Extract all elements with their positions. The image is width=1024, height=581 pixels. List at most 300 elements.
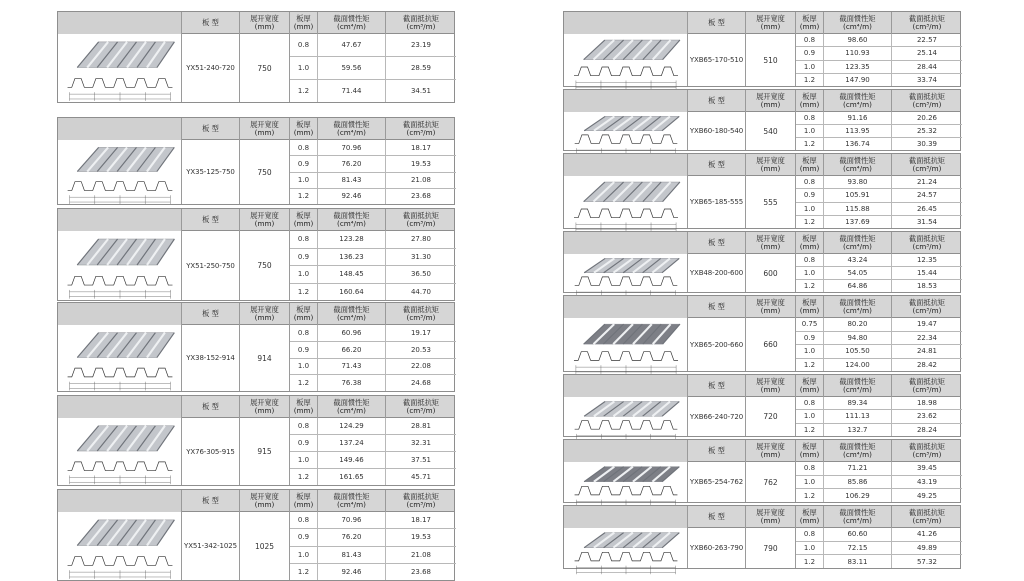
inertia-cell: 60.96 bbox=[318, 325, 386, 341]
spec-table bbox=[57, 11, 455, 103]
thickness-rows bbox=[796, 462, 962, 502]
inertia-cell: 71.44 bbox=[318, 80, 386, 102]
profile-image bbox=[564, 176, 688, 228]
resistance-cell: 32.31 bbox=[410, 439, 432, 447]
header-inertia: 截面惯性矩 (cm⁴/m) bbox=[824, 154, 892, 176]
thickness-cell: 1.2 bbox=[290, 564, 318, 580]
header-width: 展开宽度 (mm) bbox=[746, 296, 796, 318]
unfolded-width: 1025 bbox=[240, 512, 290, 580]
header-type: 板 型 bbox=[688, 506, 746, 528]
header-resistance: 截面抵抗矩 (cm³/m) bbox=[403, 211, 439, 228]
header-type: 板 型 bbox=[182, 209, 240, 231]
thickness-rows bbox=[290, 34, 456, 102]
header-type: 板 型 bbox=[182, 490, 240, 512]
resistance-cell: 21.08 bbox=[410, 176, 432, 185]
inertia-cell: 110.93 bbox=[824, 47, 892, 59]
header-blank-cell bbox=[564, 232, 688, 254]
table-row bbox=[796, 138, 962, 150]
thickness-cell: 1.0 bbox=[290, 452, 318, 468]
unfolded-width: 915 bbox=[240, 418, 290, 485]
thickness-cell: 0.8 bbox=[796, 176, 824, 188]
header-resistance: 截面抵抗矩 (cm³/m) bbox=[403, 305, 439, 322]
model-code: YXB65-185-555 bbox=[688, 176, 746, 228]
table-header-row bbox=[58, 303, 454, 325]
inertia-cell: 115.88 bbox=[824, 203, 892, 215]
resistance-cell: 26.45 bbox=[916, 204, 938, 213]
header-type: 板 型 bbox=[688, 232, 746, 254]
thickness-cell: 1.2 bbox=[796, 489, 824, 502]
model-code: YX51-250-750 bbox=[182, 231, 240, 300]
header-thickness: 板厚 (mm) bbox=[290, 12, 318, 34]
header-inertia: 截面惯性矩 (cm⁴/m) bbox=[318, 303, 386, 325]
thickness-cell: 1.2 bbox=[796, 216, 824, 228]
table-row bbox=[290, 529, 456, 546]
resistance-cell: 19.53 bbox=[410, 533, 432, 542]
inertia-cell: 124.29 bbox=[318, 418, 386, 434]
table-row bbox=[796, 332, 962, 346]
header-inertia: 截面惯性矩 (cm⁴/m) bbox=[824, 296, 892, 318]
profile-image bbox=[58, 418, 182, 485]
header-thickness: 板厚 (mm) bbox=[290, 490, 318, 512]
table-row bbox=[290, 249, 456, 267]
header-blank-cell bbox=[564, 375, 688, 397]
resistance-cell: 24.68 bbox=[410, 379, 432, 388]
table-header-row bbox=[564, 90, 960, 112]
table-row bbox=[796, 528, 962, 542]
inertia-cell: 147.90 bbox=[824, 74, 892, 86]
inertia-cell: 71.43 bbox=[318, 359, 386, 375]
resistance-cell: 12.35 bbox=[916, 256, 938, 264]
thickness-cell: 0.9 bbox=[290, 435, 318, 451]
inertia-cell: 123.28 bbox=[318, 231, 386, 248]
header-thickness: 板厚 (mm) bbox=[796, 506, 824, 528]
inertia-cell: 161.65 bbox=[318, 469, 386, 485]
table-row bbox=[290, 547, 456, 564]
resistance-cell: 19.53 bbox=[410, 159, 432, 168]
inertia-cell: 72.15 bbox=[824, 542, 892, 555]
table-row bbox=[796, 61, 962, 74]
inertia-cell: 105.91 bbox=[824, 189, 892, 201]
resistance-cell: 28.24 bbox=[916, 425, 938, 434]
table-row bbox=[796, 462, 962, 476]
profile-drawing bbox=[564, 318, 688, 371]
inertia-cell: 64.86 bbox=[824, 280, 892, 292]
table-header-row bbox=[58, 12, 454, 34]
header-type: 板 型 bbox=[182, 396, 240, 418]
table-body bbox=[58, 418, 454, 485]
unfolded-width: 600 bbox=[746, 254, 796, 292]
profile-image bbox=[58, 34, 182, 102]
thickness-cell: 1.0 bbox=[796, 125, 824, 137]
header-blank-cell bbox=[564, 506, 688, 528]
table-row bbox=[796, 318, 962, 332]
resistance-cell: 18.17 bbox=[410, 143, 432, 152]
thickness-cell: 1.2 bbox=[796, 359, 824, 372]
profile-image bbox=[564, 254, 688, 292]
thickness-rows bbox=[290, 140, 456, 204]
profile-drawing bbox=[58, 512, 182, 580]
header-resistance: 截面抵抗矩 (cm³/m) bbox=[909, 14, 945, 31]
table-body bbox=[58, 34, 454, 102]
header-width: 展开宽度 (mm) bbox=[746, 375, 796, 397]
spec-table bbox=[563, 153, 961, 229]
resistance-cell: 23.62 bbox=[916, 412, 938, 421]
header-type: 板 型 bbox=[688, 154, 746, 176]
inertia-cell: 137.24 bbox=[318, 435, 386, 451]
resistance-cell: 19.47 bbox=[916, 320, 938, 329]
table-body bbox=[58, 512, 454, 580]
inertia-cell: 80.20 bbox=[824, 318, 892, 331]
thickness-cell: 1.0 bbox=[796, 267, 824, 279]
resistance-cell: 41.26 bbox=[916, 530, 938, 539]
header-resistance: 截面抵抗矩 (cm³/m) bbox=[403, 120, 439, 137]
header-resistance: 截面抵抗矩 (cm³/m) bbox=[403, 492, 439, 509]
header-type: 板 型 bbox=[182, 303, 240, 325]
table-row bbox=[796, 203, 962, 216]
inertia-cell: 76.38 bbox=[318, 375, 386, 391]
table-body bbox=[564, 318, 960, 371]
resistance-cell: 18.17 bbox=[410, 516, 432, 525]
thickness-cell: 1.2 bbox=[796, 74, 824, 86]
header-inertia: 截面惯性矩 (cm⁴/m) bbox=[824, 12, 892, 34]
resistance-cell: 20.26 bbox=[916, 114, 938, 122]
profile-drawing bbox=[58, 231, 182, 300]
header-blank-cell bbox=[564, 154, 688, 176]
inertia-cell: 54.05 bbox=[824, 267, 892, 279]
spec-table bbox=[563, 505, 961, 569]
profile-image bbox=[564, 462, 688, 502]
thickness-cell: 1.2 bbox=[796, 280, 824, 292]
profile-drawing bbox=[564, 462, 688, 502]
profile-image bbox=[564, 318, 688, 371]
table-header-row bbox=[564, 296, 960, 318]
resistance-cell: 27.80 bbox=[410, 235, 432, 244]
table-header-row bbox=[564, 506, 960, 528]
resistance-cell: 43.19 bbox=[916, 478, 938, 486]
profile-drawing bbox=[564, 112, 688, 150]
resistance-cell: 25.14 bbox=[916, 49, 938, 58]
spec-table bbox=[563, 231, 961, 293]
resistance-cell: 39.45 bbox=[916, 464, 938, 473]
spec-table bbox=[57, 489, 455, 581]
resistance-cell: 34.51 bbox=[410, 87, 432, 95]
header-type: 板 型 bbox=[688, 90, 746, 112]
resistance-cell: 49.89 bbox=[916, 544, 938, 552]
model-code: YXB60-180-540 bbox=[688, 112, 746, 150]
profile-drawing bbox=[564, 176, 688, 228]
header-type: 板 型 bbox=[182, 118, 240, 140]
header-inertia: 截面惯性矩 (cm⁴/m) bbox=[824, 506, 892, 528]
thickness-cell: 0.8 bbox=[290, 231, 318, 248]
thickness-rows bbox=[290, 231, 456, 300]
table-header-row bbox=[564, 375, 960, 397]
inertia-cell: 83.11 bbox=[824, 555, 892, 568]
header-inertia: 截面惯性矩 (cm⁴/m) bbox=[824, 232, 892, 254]
header-width: 展开宽度 (mm) bbox=[746, 506, 796, 528]
resistance-cell: 31.30 bbox=[410, 252, 432, 261]
inertia-cell: 160.64 bbox=[318, 284, 386, 301]
inertia-cell: 71.21 bbox=[824, 462, 892, 475]
thickness-cell: 1.2 bbox=[290, 375, 318, 391]
header-inertia: 截面惯性矩 (cm⁴/m) bbox=[318, 396, 386, 418]
thickness-rows bbox=[290, 512, 456, 580]
header-blank-cell bbox=[564, 296, 688, 318]
inertia-cell: 149.46 bbox=[318, 452, 386, 468]
table-row bbox=[290, 375, 456, 391]
thickness-cell: 0.9 bbox=[796, 332, 824, 345]
header-type: 板 型 bbox=[182, 12, 240, 34]
header-resistance: 截面抵抗矩 (cm³/m) bbox=[909, 508, 945, 525]
thickness-cell: 1.2 bbox=[290, 284, 318, 301]
resistance-cell: 25.32 bbox=[916, 127, 938, 135]
model-code: YX51-240-720 bbox=[182, 34, 240, 102]
header-width: 展开宽度 (mm) bbox=[240, 118, 290, 140]
header-thickness: 板厚 (mm) bbox=[796, 440, 824, 462]
header-resistance: 截面抵抗矩 (cm³/m) bbox=[403, 398, 439, 415]
table-row bbox=[290, 189, 456, 204]
profile-image bbox=[564, 112, 688, 150]
thickness-rows bbox=[796, 528, 962, 568]
inertia-cell: 92.46 bbox=[318, 189, 386, 204]
thickness-cell: 1.0 bbox=[796, 476, 824, 489]
thickness-cell: 1.0 bbox=[796, 542, 824, 555]
resistance-cell: 20.53 bbox=[410, 345, 432, 354]
inertia-cell: 91.16 bbox=[824, 112, 892, 124]
header-blank-cell bbox=[58, 209, 182, 231]
header-thickness: 板厚 (mm) bbox=[796, 375, 824, 397]
table-body bbox=[564, 254, 960, 292]
thickness-cell: 0.8 bbox=[796, 397, 824, 409]
unfolded-width: 555 bbox=[746, 176, 796, 228]
thickness-cell: 1.2 bbox=[796, 424, 824, 436]
table-row bbox=[290, 231, 456, 249]
table-row bbox=[796, 345, 962, 359]
profile-drawing bbox=[564, 528, 688, 568]
resistance-cell: 30.39 bbox=[916, 140, 938, 148]
header-resistance: 截面抵抗矩 (cm³/m) bbox=[909, 298, 945, 315]
resistance-cell: 33.74 bbox=[916, 75, 938, 84]
header-thickness: 板厚 (mm) bbox=[796, 232, 824, 254]
header-resistance: 截面抵抗矩 (cm³/m) bbox=[909, 92, 945, 109]
header-resistance: 截面抵抗矩 (cm³/m) bbox=[909, 234, 945, 251]
model-code: YXB65-254-762 bbox=[688, 462, 746, 502]
thickness-cell: 0.8 bbox=[290, 418, 318, 434]
header-thickness: 板厚 (mm) bbox=[796, 154, 824, 176]
header-thickness: 板厚 (mm) bbox=[290, 396, 318, 418]
spec-table bbox=[57, 208, 455, 301]
table-row bbox=[290, 512, 456, 529]
thickness-cell: 1.2 bbox=[290, 80, 318, 102]
resistance-cell: 28.81 bbox=[410, 422, 432, 430]
table-row bbox=[290, 325, 456, 342]
header-width: 展开宽度 (mm) bbox=[746, 232, 796, 254]
inertia-cell: 76.20 bbox=[318, 529, 386, 545]
thickness-cell: 0.8 bbox=[796, 462, 824, 475]
table-body bbox=[564, 34, 960, 86]
inertia-cell: 98.60 bbox=[824, 34, 892, 46]
resistance-cell: 24.81 bbox=[916, 347, 938, 356]
header-thickness: 板厚 (mm) bbox=[796, 90, 824, 112]
header-type: 板 型 bbox=[688, 12, 746, 34]
table-row bbox=[796, 280, 962, 292]
inertia-cell: 106.29 bbox=[824, 489, 892, 502]
table-body bbox=[58, 140, 454, 204]
header-thickness: 板厚 (mm) bbox=[290, 118, 318, 140]
model-code: YX35-125-750 bbox=[182, 140, 240, 204]
inertia-cell: 105.50 bbox=[824, 345, 892, 358]
table-row bbox=[290, 34, 456, 57]
table-header-row bbox=[58, 209, 454, 231]
header-width: 展开宽度 (mm) bbox=[240, 12, 290, 34]
thickness-cell: 0.75 bbox=[796, 318, 824, 331]
resistance-cell: 18.98 bbox=[916, 399, 938, 408]
thickness-cell: 0.9 bbox=[290, 156, 318, 171]
resistance-cell: 15.44 bbox=[916, 269, 938, 277]
thickness-cell: 0.8 bbox=[796, 528, 824, 541]
resistance-cell: 23.19 bbox=[410, 41, 432, 49]
table-row bbox=[290, 266, 456, 284]
spec-table bbox=[57, 302, 455, 392]
table-body bbox=[564, 462, 960, 502]
table-row bbox=[796, 267, 962, 280]
thickness-cell: 1.2 bbox=[796, 138, 824, 150]
profile-image bbox=[564, 528, 688, 568]
table-row bbox=[290, 359, 456, 376]
table-row bbox=[796, 112, 962, 125]
unfolded-width: 750 bbox=[240, 140, 290, 204]
unfolded-width: 790 bbox=[746, 528, 796, 568]
table-row bbox=[290, 156, 456, 172]
profile-drawing bbox=[58, 325, 182, 391]
table-header-row bbox=[564, 12, 960, 34]
table-row bbox=[290, 173, 456, 189]
inertia-cell: 132.7 bbox=[824, 424, 892, 436]
thickness-rows bbox=[796, 176, 962, 228]
unfolded-width: 762 bbox=[746, 462, 796, 502]
thickness-cell: 0.8 bbox=[796, 254, 824, 266]
thickness-rows bbox=[796, 34, 962, 86]
header-blank-cell bbox=[58, 12, 182, 34]
table-row bbox=[796, 189, 962, 202]
unfolded-width: 750 bbox=[240, 231, 290, 300]
inertia-cell: 85.86 bbox=[824, 476, 892, 489]
header-type: 板 型 bbox=[688, 296, 746, 318]
thickness-cell: 1.0 bbox=[796, 203, 824, 215]
inertia-cell: 111.13 bbox=[824, 410, 892, 422]
table-row bbox=[290, 435, 456, 452]
resistance-cell: 37.51 bbox=[410, 456, 432, 464]
inertia-cell: 81.43 bbox=[318, 547, 386, 563]
table-row bbox=[796, 216, 962, 228]
resistance-cell: 28.44 bbox=[916, 62, 938, 71]
spec-table bbox=[563, 295, 961, 372]
spec-table bbox=[563, 439, 961, 503]
model-code: YXB66-240-720 bbox=[688, 397, 746, 436]
table-row bbox=[796, 397, 962, 410]
header-inertia: 截面惯性矩 (cm⁴/m) bbox=[318, 209, 386, 231]
header-type: 板 型 bbox=[688, 375, 746, 397]
header-thickness: 板厚 (mm) bbox=[290, 209, 318, 231]
profile-drawing bbox=[58, 140, 182, 204]
table-row bbox=[290, 140, 456, 156]
thickness-cell: 0.8 bbox=[290, 140, 318, 155]
resistance-cell: 24.57 bbox=[916, 191, 938, 200]
resistance-cell: 28.42 bbox=[916, 360, 938, 369]
header-inertia: 截面惯性矩 (cm⁴/m) bbox=[824, 375, 892, 397]
header-width: 展开宽度 (mm) bbox=[240, 490, 290, 512]
resistance-cell: 49.25 bbox=[916, 491, 938, 500]
inertia-cell: 70.96 bbox=[318, 512, 386, 528]
table-row bbox=[796, 476, 962, 490]
table-row bbox=[290, 452, 456, 469]
thickness-cell: 0.9 bbox=[290, 529, 318, 545]
spec-table bbox=[57, 395, 455, 486]
profile-image bbox=[564, 34, 688, 86]
header-width: 展开宽度 (mm) bbox=[746, 154, 796, 176]
inertia-cell: 113.95 bbox=[824, 125, 892, 137]
thickness-rows bbox=[796, 112, 962, 150]
model-code: YX51-342-1025 bbox=[182, 512, 240, 580]
inertia-cell: 59.56 bbox=[318, 57, 386, 79]
header-blank-cell bbox=[58, 303, 182, 325]
unfolded-width: 914 bbox=[240, 325, 290, 391]
header-blank-cell bbox=[564, 440, 688, 462]
resistance-cell: 45.71 bbox=[410, 473, 432, 481]
thickness-cell: 1.2 bbox=[290, 189, 318, 204]
table-body bbox=[58, 325, 454, 391]
thickness-cell: 0.8 bbox=[796, 112, 824, 124]
thickness-cell: 1.0 bbox=[290, 57, 318, 79]
table-row bbox=[290, 284, 456, 301]
profile-image bbox=[58, 512, 182, 580]
thickness-rows bbox=[796, 318, 962, 371]
resistance-cell: 57.32 bbox=[916, 557, 938, 566]
unfolded-width: 510 bbox=[746, 34, 796, 86]
table-row bbox=[290, 80, 456, 102]
profile-drawing bbox=[564, 397, 688, 436]
thickness-cell: 0.9 bbox=[290, 342, 318, 358]
header-type: 板 型 bbox=[688, 440, 746, 462]
thickness-cell: 1.0 bbox=[796, 410, 824, 422]
table-header-row bbox=[564, 440, 960, 462]
spec-table bbox=[57, 117, 455, 205]
table-row bbox=[796, 424, 962, 436]
inertia-cell: 136.23 bbox=[318, 249, 386, 266]
inertia-cell: 93.80 bbox=[824, 176, 892, 188]
thickness-cell: 1.0 bbox=[290, 173, 318, 188]
header-inertia: 截面惯性矩 (cm⁴/m) bbox=[318, 12, 386, 34]
profile-drawing bbox=[564, 254, 688, 292]
thickness-cell: 0.8 bbox=[796, 34, 824, 46]
table-row bbox=[796, 542, 962, 556]
table-header-row bbox=[58, 490, 454, 512]
table-body bbox=[564, 528, 960, 568]
inertia-cell: 137.69 bbox=[824, 216, 892, 228]
header-blank-cell bbox=[58, 118, 182, 140]
table-body bbox=[564, 176, 960, 228]
inertia-cell: 43.24 bbox=[824, 254, 892, 266]
inertia-cell: 76.20 bbox=[318, 156, 386, 171]
inertia-cell: 94.80 bbox=[824, 332, 892, 345]
table-row bbox=[796, 34, 962, 47]
thickness-cell: 1.0 bbox=[290, 359, 318, 375]
thickness-cell: 1.2 bbox=[290, 469, 318, 485]
spec-table bbox=[563, 11, 961, 87]
inertia-cell: 81.43 bbox=[318, 173, 386, 188]
header-width: 展开宽度 (mm) bbox=[746, 90, 796, 112]
header-thickness: 板厚 (mm) bbox=[290, 303, 318, 325]
model-code: YXB48-200-600 bbox=[688, 254, 746, 292]
